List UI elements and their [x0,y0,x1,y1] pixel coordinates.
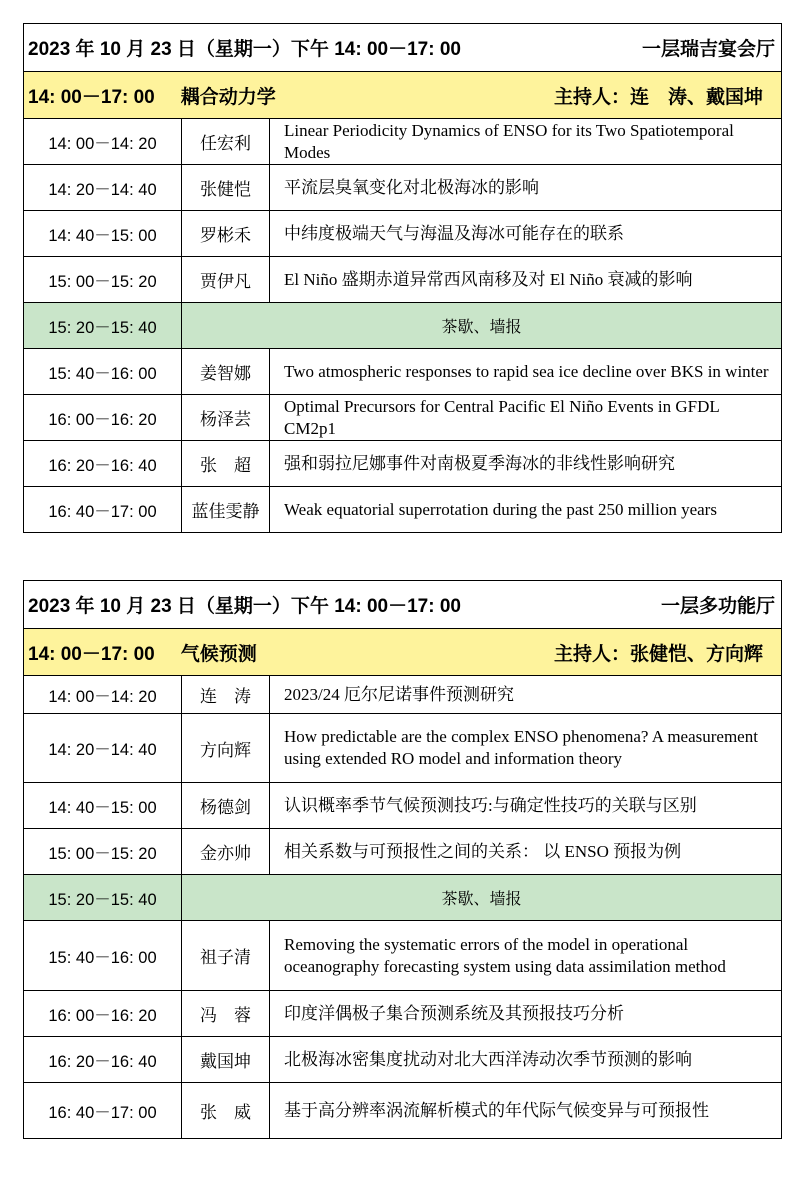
talk-title: 中纬度极端天气与海温及海冰可能存在的联系 [270,211,782,257]
talk-row [24,211,782,257]
talk-title: Optimal Precursors for Central Pacific El Niño Events in GFDL CM2p1 [270,395,782,441]
schedule-header-cell [24,24,782,72]
talk-title: 基于高分辨率涡流解析模式的年代际气候变异与可预报性 [270,1083,782,1139]
speaker-name: 姜智娜 [182,349,270,395]
talk-row [24,783,782,829]
session-header-cell [24,72,782,119]
session-time-topic [28,82,276,109]
schedule-date: 2023 年 10 月 23 日（星期一）下午 14: 00－17: 00 [28,39,461,60]
talk-row [24,921,782,991]
speaker-name: 冯 蓉 [182,991,270,1037]
talk-row [24,165,782,211]
talk-title: 强和弱拉尼娜事件对南极夏季海冰的非线性影响研究 [270,441,782,487]
session-time: 14: 00－17: 00 [28,643,155,665]
talk-time: 16: 00－16: 20 [24,395,182,441]
session-topic: 耦合动力学 [180,86,276,108]
talk-time: 16: 40－17: 00 [24,487,182,533]
break-label: 茶歇、墙报 [182,875,782,921]
schedule-room: 一层瑞吉宴会厅 [641,39,775,60]
speaker-name: 张 超 [182,441,270,487]
break-label: 茶歇、墙报 [182,303,782,349]
talk-row [24,487,782,533]
talk-time: 16: 20－16: 40 [24,1037,182,1083]
session-time: 14: 00－17: 00 [28,86,155,108]
talk-time: 16: 20－16: 40 [24,441,182,487]
talk-row [24,1037,782,1083]
talk-title: 2023/24 厄尔尼诺事件预测研究 [270,676,782,714]
speaker-name: 蓝佳雯静 [182,487,270,533]
session-host: 主持人：张健恺、方向辉 [554,643,764,665]
talk-time: 14: 00－14: 20 [24,676,182,714]
talk-row [24,676,782,714]
talk-title: 印度洋偶极子集合预测系统及其预报技巧分析 [270,991,782,1037]
schedule-header [24,581,782,629]
speaker-name: 贾伊凡 [182,257,270,303]
talk-time: 14: 40－15: 00 [24,211,182,257]
session-header [24,629,782,676]
schedule-table [23,23,782,533]
speaker-name: 杨德剑 [182,783,270,829]
session-topic: 气候预测 [180,643,257,665]
talk-time: 16: 00－16: 20 [24,991,182,1037]
talk-title: El Niño 盛期赤道异常西风南移及对 El Niño 衰减的影响 [270,257,782,303]
talk-time: 14: 20－14: 40 [24,165,182,211]
speaker-name: 罗彬禾 [182,211,270,257]
break-row [24,875,782,921]
talk-time: 14: 40－15: 00 [24,783,182,829]
speaker-name: 连 涛 [182,676,270,714]
talk-title: 平流层臭氧变化对北极海冰的影响 [270,165,782,211]
talk-title: Weak equatorial superrotation during the past 250 million years [270,487,782,533]
break-row [24,303,782,349]
speaker-name: 金亦帅 [182,829,270,875]
talk-row [24,1083,782,1139]
talk-title: Two atmospheric responses to rapid sea ice decline over BKS in winter [270,349,782,395]
talk-time: 14: 00－14: 20 [24,119,182,165]
talk-time: 14: 20－14: 40 [24,714,182,783]
talk-time: 15: 40－16: 00 [24,921,182,991]
talk-row [24,991,782,1037]
schedule-header-content [24,591,781,618]
session-time-topic [28,639,257,666]
speaker-name: 任宏利 [182,119,270,165]
schedule-header [24,24,782,72]
schedule-date: 2023 年 10 月 23 日（星期一）下午 14: 00－17: 00 [28,596,461,617]
speaker-name: 杨泽芸 [182,395,270,441]
talk-time: 15: 00－15: 20 [24,829,182,875]
session-header-content [24,82,781,109]
schedule-header-cell [24,581,782,629]
talk-title: How predictable are the complex ENSO phenomena? A measurement using extended RO model and information theory [270,714,782,783]
talk-row [24,119,782,165]
talk-time: 16: 40－17: 00 [24,1083,182,1139]
session-header-content [24,639,781,666]
speaker-name: 张健恺 [182,165,270,211]
talk-row [24,349,782,395]
session-header-cell [24,629,782,676]
talk-title: 认识概率季节气候预测技巧:与确定性技巧的关联与区别 [270,783,782,829]
talk-row [24,829,782,875]
talk-time: 15: 00－15: 20 [24,257,182,303]
talk-title: 北极海冰密集度扰动对北大西洋涛动次季节预测的影响 [270,1037,782,1083]
speaker-name: 戴国坤 [182,1037,270,1083]
schedule-table [23,580,782,1139]
speaker-name: 张 威 [182,1083,270,1139]
talk-time: 15: 40－16: 00 [24,349,182,395]
talk-row [24,714,782,783]
break-time: 15: 20－15: 40 [24,303,182,349]
schedule-header-content [24,34,781,61]
talk-title: Linear Periodicity Dynamics of ENSO for its Two Spatiotemporal Modes [270,119,782,165]
talk-row [24,441,782,487]
speaker-name: 方向辉 [182,714,270,783]
talk-row [24,257,782,303]
session-header [24,72,782,119]
talk-title: 相关系数与可预报性之间的关系： 以 ENSO 预报为例 [270,829,782,875]
session-host: 主持人：连 涛、戴国坤 [553,86,763,108]
schedule-room: 一层多功能厅 [661,596,776,617]
talk-row [24,395,782,441]
break-time: 15: 20－15: 40 [24,875,182,921]
speaker-name: 祖子清 [182,921,270,991]
talk-title: Removing the systematic errors of the model in operational oceanography forecasting system using data assimilation method [270,921,782,991]
